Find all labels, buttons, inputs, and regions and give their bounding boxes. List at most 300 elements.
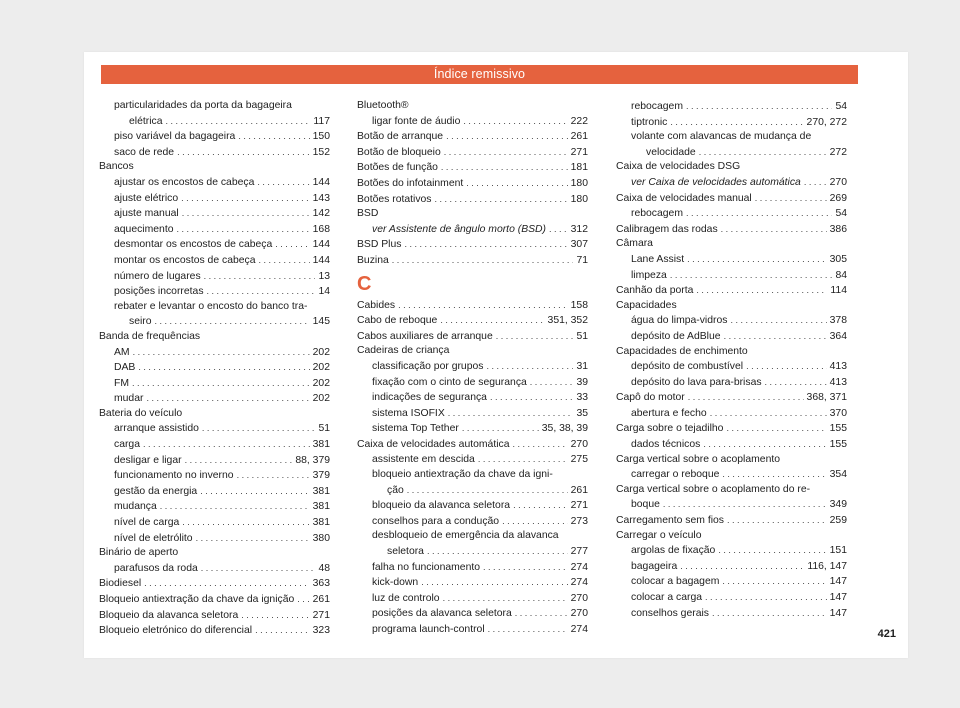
index-page-ref: 271 [570,146,588,158]
dot-leader [143,437,310,452]
dot-leader [699,145,827,160]
index-page-ref: 51 [318,423,330,435]
dot-leader [133,345,310,360]
index-page-ref: 270 [570,592,588,604]
index-page-ref: 147 [829,576,847,588]
index-term: depósito do lava para-brisas [631,376,762,388]
index-page-ref: 31 [576,360,588,372]
dot-leader [237,468,310,483]
index-entry [616,390,847,406]
dot-leader [446,129,568,144]
index-term: Cadeiras de criança [357,345,450,357]
index-entry [357,452,588,468]
index-entry [357,606,588,622]
index-term: DAB [114,362,136,374]
index-term: indicações de segurança [372,392,487,404]
dot-leader [255,623,310,638]
index-term: aquecimento [114,223,174,235]
index-page-ref: 261 [570,484,588,496]
index-entry [616,145,847,161]
index-term: Biodiesel [99,578,142,590]
dot-leader [463,114,567,129]
index-entry [357,544,588,560]
index-page-ref: 48 [318,562,330,574]
index-page-ref: 180 [570,177,588,189]
index-term: abertura e fecho [631,407,707,419]
index-page-ref: 413 [829,361,847,373]
index-page-ref: 273 [570,515,588,527]
index-entry [616,313,847,329]
index-term: água do limpa-vidros [631,315,728,327]
dot-leader [663,497,827,512]
dot-leader [202,421,316,436]
index-entry [357,468,588,483]
index-entry [357,622,588,638]
dot-leader [686,206,832,221]
index-page-ref: 368, 371 [806,392,847,404]
index-term: bloqueio da alavanca seletora [372,500,511,512]
index-page-ref: 144 [312,239,330,251]
index-page-ref: 312 [570,223,588,235]
dot-leader [138,360,309,375]
index-entry [99,284,330,300]
index-entry [616,268,847,284]
dot-leader [726,421,826,436]
index-page-ref: 88, 379 [295,454,330,466]
index-term: ajuste manual [114,208,179,220]
index-term: Carregar o veículo [616,529,702,541]
index-entry [357,114,588,130]
index-term: kick-down [372,577,419,589]
index-entry [616,222,847,238]
index-page-ref: 202 [312,362,330,374]
dot-leader [722,574,826,589]
index-term: Bancos [99,161,134,173]
index-page-ref: 202 [312,346,330,358]
index-page-ref: 364 [829,330,847,342]
index-page-ref: 144 [312,176,330,188]
index-entry [616,406,847,422]
index-entry [357,421,588,437]
index-entry [99,576,330,592]
dot-leader [166,114,311,129]
index-page-ref: 261 [570,131,588,143]
index-term: classificação por grupos [372,360,484,372]
index-entry [616,206,847,222]
index-page-ref: 270 [570,438,588,450]
index-entry [99,129,330,145]
index-entry [99,407,330,422]
dot-leader [200,484,309,499]
index-entry [99,546,330,561]
dot-leader [478,452,568,467]
dot-leader [488,622,568,637]
index-entry [357,222,588,238]
index-term: Bateria do veículo [99,407,183,419]
dot-leader [549,222,568,237]
index-entry [357,344,588,359]
index-term: posições da alavanca seletora [372,608,512,620]
dot-leader [804,175,827,190]
dot-leader [196,531,310,546]
index-entry [357,437,588,453]
index-term: Câmara [616,238,653,250]
index-entry [99,437,330,453]
dot-leader [177,145,310,160]
index-term: sistema ISOFIX [372,407,445,419]
dot-leader [146,391,309,406]
index-term: Capacidades [616,299,677,311]
index-term: volante com alavancas de mudança de [631,131,812,143]
index-term: Botão de arranque [357,131,444,143]
index-term: ajustar os encostos de cabeça [114,176,255,188]
index-page-ref: 35, 38, 39 [541,423,588,435]
index-page-ref: 305 [829,253,847,265]
index-entry [616,437,847,453]
index-term: assistente em descida [372,454,475,466]
index-entry [616,513,847,529]
index-entry [99,300,330,315]
index-page-ref: 144 [312,254,330,266]
index-entry [357,160,588,176]
index-page-ref: 54 [835,208,847,220]
dot-leader [466,176,567,191]
dot-leader [483,560,568,575]
index-term: Bloqueio da alavanca seletora [99,609,239,621]
index-term: Caixa de velocidades DSG [616,161,741,173]
dot-leader [680,559,804,574]
dot-leader [238,129,309,144]
index-term: Bloqueio antiextração da chave da ignição [99,594,295,605]
index-entry [99,145,330,161]
index-entry [99,360,330,376]
index-term: Caixa de velocidades automática [357,438,510,450]
index-page-ref: 363 [312,578,330,590]
dot-leader [427,544,568,559]
index-term: elétrica [129,115,163,127]
index-term: limpeza [631,269,667,281]
dot-leader [207,284,316,299]
index-page-ref: 380 [312,532,330,544]
index-page-ref: 272 [829,146,847,158]
dot-leader [530,375,574,390]
index-term: BSD Plus [357,239,402,251]
index-entry [357,253,588,269]
index-page-ref: 354 [829,469,847,481]
index-term: saco de rede [114,146,175,158]
index-term: Calibragem das rodas [616,223,718,235]
index-term: BSD [357,208,379,220]
index-page-ref: 150 [312,131,330,143]
index-entry [616,191,847,207]
index-entry [616,529,847,544]
index-entry [616,160,847,175]
index-term: arranque assistido [114,423,199,435]
index-page-ref: 202 [312,377,330,389]
index-page-ref: 349 [829,499,847,511]
index-entry [616,467,847,483]
index-term: argolas de fixação [631,545,716,557]
index-page-ref: 35 [576,407,588,419]
index-entry [357,192,588,208]
dot-leader [721,222,827,237]
index-term: número de lugares [114,270,201,282]
dot-leader [712,606,827,621]
index-term: dados técnicos [631,439,701,451]
index-entry [616,543,847,559]
index-entry [357,237,588,253]
index-entry [357,176,588,192]
index-term: velocidade [646,146,696,158]
index-term: Botões do infotainment [357,177,464,189]
index-entry [99,237,330,253]
index-term: Capô do motor [616,392,685,404]
index-page-ref: 39 [576,376,588,388]
index-entry [99,391,330,407]
dot-leader [275,237,309,252]
index-entry [99,499,330,515]
index-entry [616,283,847,299]
index-entry [616,421,847,437]
index-page-ref: 71 [576,254,588,266]
index-page-ref: 116, 147 [807,560,847,572]
index-term: nível de eletrólito [114,532,193,544]
index-page-ref: 274 [570,577,588,589]
dot-leader [765,375,827,390]
index-entry [99,608,330,624]
index-column-1 [99,99,330,639]
index-term: mudança [114,501,157,513]
index-term: bloqueio antiextração da chave da igni- [372,469,553,481]
dot-leader [204,269,316,284]
index-entry [99,484,330,500]
index-entry [99,531,330,547]
dot-leader [688,390,804,405]
index-entry [616,359,847,375]
dot-leader [448,406,574,421]
dot-leader [462,421,539,436]
index-entry [357,375,588,391]
index-page-ref: 158 [570,299,588,311]
dot-leader [144,576,309,591]
dot-leader [513,498,568,513]
index-term: Buzina [357,254,389,266]
index-term: depósito de AdBlue [631,330,721,342]
dot-leader [490,390,573,405]
index-page-ref: 274 [570,561,588,573]
index-entry [616,130,847,145]
index-entry [616,299,847,314]
index-entry [99,160,330,175]
index-term: Carga sobre o tejadilho [616,423,724,435]
index-page-ref: 54 [835,101,847,112]
index-entry [616,175,847,191]
dot-leader [502,514,568,529]
dot-leader [182,206,310,221]
index-entry [99,269,330,285]
index-term: ajuste elétrico [114,192,179,204]
index-page-ref: 181 [570,162,588,174]
index-page-ref: 277 [570,546,588,558]
dot-leader [727,513,827,528]
index-entry [357,359,588,375]
dot-leader [181,191,310,206]
index-term: Capacidades de enchimento [616,345,748,357]
index-page-ref: 381 [312,517,330,529]
index-page-ref: 84 [835,269,847,281]
index-entry [99,421,330,437]
index-entry [616,115,847,131]
dot-leader [435,192,568,207]
index-term: Bloqueio eletrónico do diferencial [99,625,253,637]
index-page-ref: 323 [312,625,330,637]
index-entry [99,345,330,361]
index-entry [357,514,588,530]
index-term: carga [114,439,140,451]
index-entry [357,313,588,329]
index-entry [616,574,847,590]
dot-leader [132,376,310,391]
index-term: boque [631,499,660,511]
index-page-ref: 222 [570,115,588,127]
dot-leader [241,608,309,623]
index-term: Cabos auxiliares de arranque [357,330,493,342]
index-page-ref: 180 [570,193,588,205]
index-term: depósito de combustível [631,361,744,373]
dot-leader [443,591,568,606]
index-page-ref: 381 [312,501,330,513]
index-entry [616,375,847,391]
index-term: Canhão da porta [616,285,694,297]
dot-leader [160,499,310,514]
index-page-ref: 145 [312,316,330,328]
page-number: 421 [877,628,896,640]
dot-leader [155,314,310,329]
dot-leader [746,359,827,374]
index-entry [357,329,588,345]
dot-leader [686,99,832,114]
index-term: Banda de frequências [99,330,201,342]
index-entry [616,453,847,468]
index-term: fixação com o cinto de segurança [372,376,527,388]
index-page-ref: 370 [829,407,847,419]
dot-leader [687,252,827,267]
index-term: luz de controlo [372,592,440,604]
index-term: mudar [114,393,144,405]
index-page-ref: 114 [830,285,847,297]
index-term: rebocagem [631,101,683,112]
dot-leader [670,115,803,130]
index-term: rebater e levantar o encosto do banco tra- [114,300,308,312]
index-page-ref: 351, 352 [547,315,588,327]
index-term: seiro [129,316,152,328]
index-entry [99,515,330,531]
index-page-ref: 270 [829,176,847,188]
index-entry [99,175,330,191]
index-term: funcionamento no inverno [114,470,234,482]
dot-leader [177,222,310,237]
index-term: gestão da energia [114,485,198,497]
dot-leader [201,561,316,576]
dot-leader [696,283,827,298]
dot-leader [440,313,544,328]
index-term: Carregamento sem fios [616,515,724,527]
index-entry [616,329,847,345]
index-entry [99,623,330,639]
index-page-ref: 261 [312,594,330,605]
index-term: AM [114,346,130,358]
dot-leader [407,483,568,498]
index-page-ref: 271 [570,500,588,512]
dot-leader [496,329,574,344]
dot-leader [724,329,827,344]
index-page-ref: 155 [829,423,847,435]
index-page-ref: 378 [829,315,847,327]
dot-leader [486,359,573,374]
index-entry [616,483,847,498]
dot-leader [182,515,309,530]
index-page-ref: 270 [570,608,588,620]
page-header: Índice remissivo [101,65,858,84]
index-page-ref: 155 [829,439,847,451]
index-term: colocar a bagagem [631,576,720,588]
index-entry [616,345,847,360]
index-page-ref: 381 [312,485,330,497]
index-entry [616,590,847,606]
index-entry [357,483,588,499]
dot-leader [297,592,309,607]
dot-leader [444,145,568,160]
index-term: piso variável da bagageira [114,131,236,143]
index-column-2 [357,99,588,638]
index-entry [357,575,588,591]
index-term: seletora [387,546,424,558]
index-term: Binário de aperto [99,547,179,559]
index-page-ref: 269 [829,192,847,204]
dot-leader [515,606,568,621]
dot-leader [670,268,833,283]
index-entry [357,129,588,145]
index-letter-heading: C [357,272,372,295]
index-page-ref: 14 [318,286,330,298]
dot-leader [722,467,826,482]
index-page-ref: 168 [312,223,330,235]
index-term: conselhos gerais [631,607,709,619]
index-term: ligar fonte de áudio [372,115,461,127]
index-entry [99,314,330,330]
dot-leader [392,253,574,268]
index-term: FM [114,377,130,389]
index-term: nível de carga [114,517,180,529]
index-term: montar os encostos de cabeça [114,254,256,266]
dot-leader [404,237,567,252]
dot-leader [259,253,310,268]
document-page [84,52,908,658]
index-term: carregar o reboque [631,469,720,481]
index-page-ref: 271 [312,609,330,621]
index-term: Cabides [357,299,396,311]
index-entry [99,253,330,269]
index-page-ref: 307 [570,239,588,251]
index-entry [357,560,588,576]
index-page-ref: 51 [576,330,588,342]
dot-leader [710,406,827,421]
index-page-ref: 379 [312,470,330,482]
index-term: particularidades da porta da bagageira [114,100,292,111]
index-entry [357,390,588,406]
index-entry [357,99,588,114]
index-term: Carga vertical sobre o acoplamento [616,453,781,465]
